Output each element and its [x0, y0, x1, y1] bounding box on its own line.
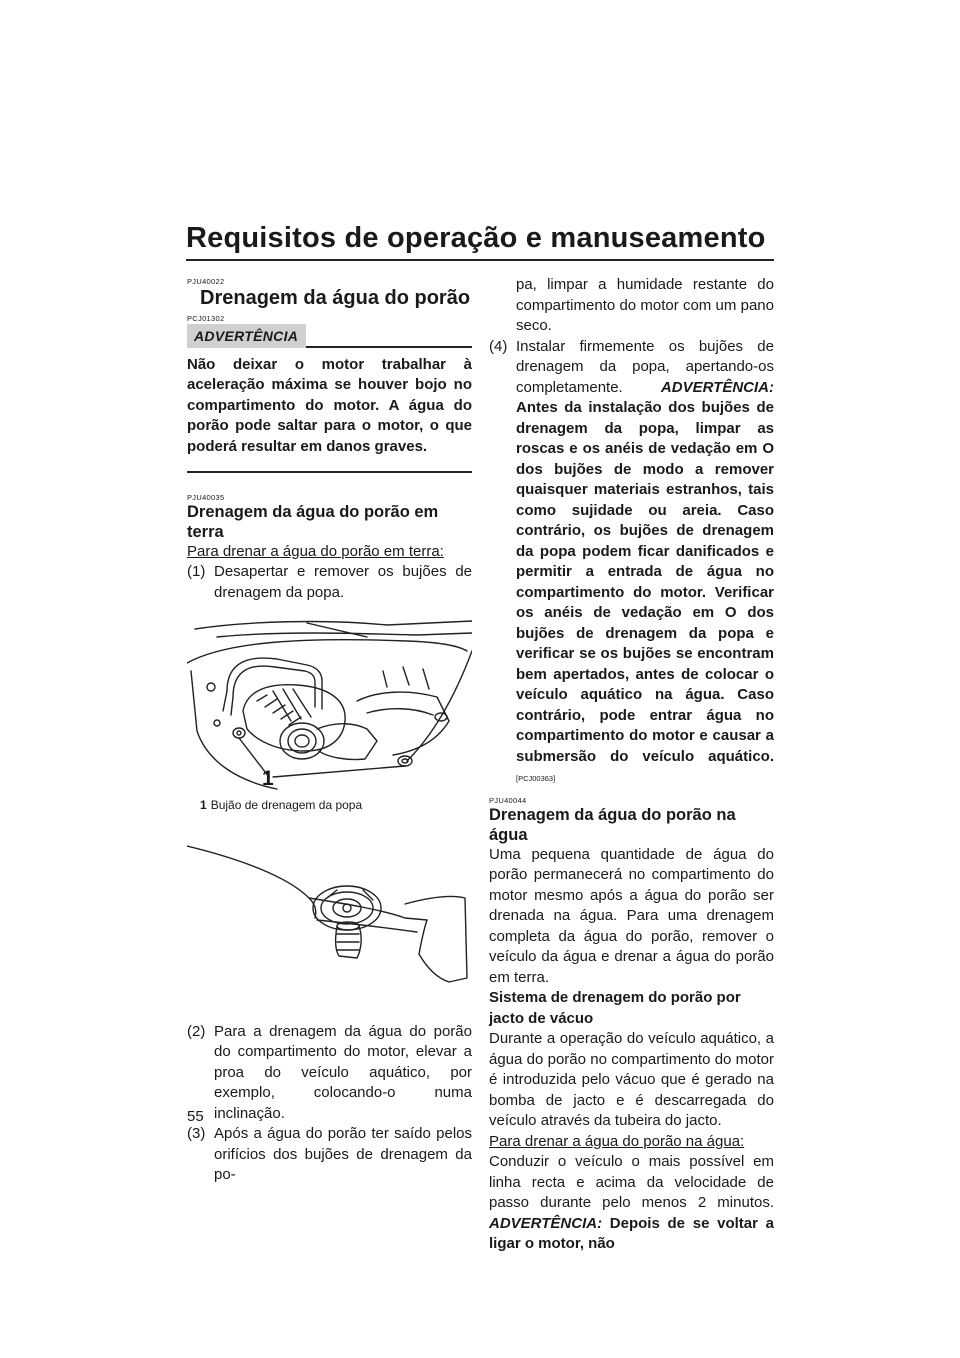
- caption-text: Bujão de drenagem da popa: [210, 798, 363, 812]
- paragraph: Uma pequena quantidade de água do porão permanecerá no compartimento do motor mesmo após a água do porão ser drenada na água. Para uma drenagem completa da água do porão, remover o veículo da água e drenar a água do porão em terra.: [489, 845, 774, 986]
- step-instruction: Instalar firmemente os bujões de drenagem da popa, apertando-os completamente.: [516, 337, 774, 396]
- section-code: PJU40022: [187, 277, 225, 286]
- header-divider: [186, 259, 774, 261]
- subsection-code: PJU40035: [187, 492, 225, 502]
- subheading: Sistema de drenagem do porão por jacto de vácuo: [489, 989, 741, 1027]
- inline-warning-label: ADVERTÊNCIA:: [660, 378, 774, 396]
- inline-warning-label: ADVERTÊNCIA:: [489, 1214, 603, 1232]
- caption-number: 1: [200, 798, 207, 812]
- list-item-continued: [489, 275, 774, 337]
- callout-number: 1: [262, 767, 274, 790]
- subsection-title: Drenagem da água do porão em terra: [187, 502, 439, 541]
- step-number: (3): [187, 1125, 206, 1142]
- page-header-title: Requisitos de operação e manuseamento: [186, 222, 766, 254]
- warning-text: Não deixar o motor trabalhar à aceleração máxima se houver bojo no compartimento do motor. A água do porão pode saltar para o motor, o que poderá resultar em danos graves.: [187, 355, 472, 455]
- warning-header: [187, 324, 472, 348]
- subsection-title: Drenagem da água do porão na água: [489, 805, 736, 844]
- section-title: Drenagem da água do porão: [200, 287, 471, 309]
- paragraph: Durante a operação do veículo aquático, a água do porão no compartimento do motor é introduzida pelo vácuo que é gerado na bomba de jacto e é descarregada do veículo através da tubeira do jacto.: [489, 1030, 774, 1129]
- procedure-intro: Para drenar a água do porão em terra:: [187, 542, 444, 560]
- step-number: (2): [187, 1022, 206, 1040]
- step-text: Desapertar e remover os bujões de drenagem da popa.: [214, 563, 472, 601]
- figure-caption: [200, 795, 472, 816]
- step-text: Após a água do porão ter saído pelos orifícios dos bujões de drenagem da po-: [214, 1125, 472, 1183]
- list-item: [187, 1022, 472, 1125]
- paragraph-text: Conduzir o veículo o mais possível em linha recta e acima da velocidade de passo durante pelo menos 2 minutos.: [489, 1153, 774, 1211]
- list-item: [489, 337, 774, 790]
- page-number: 55: [187, 1108, 204, 1125]
- step-text: pa, limpar a humidade restante do compartimento do motor com um pano seco.: [516, 276, 774, 334]
- inline-warning-code: [PCJ00363]: [516, 774, 556, 783]
- warning-header-rule: [306, 346, 472, 348]
- right-column: [489, 277, 774, 1255]
- left-column: [187, 277, 472, 1186]
- subsection-code: PJU40044: [489, 795, 527, 805]
- procedure-intro: Para drenar a água do porão na água:: [489, 1132, 745, 1150]
- engine-compartment-illustration: [187, 611, 472, 795]
- drain-plug-drawing: [187, 828, 472, 1006]
- step-text: Para a drenagem da água do porão do compartimento do motor, elevar a proa do veículo aquático, por exemplo, colocando-o numa inclinação.: [214, 1022, 472, 1122]
- paragraph: [489, 1152, 774, 1255]
- warning-code: PCJ01302: [187, 314, 225, 323]
- step-number: (1): [187, 563, 206, 580]
- step-indent: [489, 275, 516, 337]
- inline-warning-text: Antes da instalação dos bujões de drenagem da popa, limpar as roscas e os anéis de vedação em O dos bujões de modo a remover quaisquer materiais estranhos, tais como sujidade ou areia. Caso contrário, os bujões de drenagem da popa podem ficar danificados e permitir a entrada de água no compartimento do motor. Verificar os anéis de vedação em O dos bujões de drenagem da popa e verificar se os bujões se encontram bem apertados, antes de colocar o veículo aquático na água. Caso contrário, pode entrar água no compartimento do motor e causar a submersão do veículo aquático.: [516, 399, 774, 765]
- step-number: (4): [489, 337, 508, 355]
- inline-warning-text: Depois de se voltar a ligar o motor, não: [489, 1214, 775, 1252]
- warning-divider: [187, 471, 472, 473]
- step-text: [516, 337, 774, 790]
- list-item: [187, 1124, 472, 1186]
- warning-label: ADVERTÊNCIA: [187, 324, 306, 348]
- engine-drawing: [187, 611, 472, 795]
- list-item: [187, 562, 472, 603]
- drain-plug-illustration: [187, 828, 472, 1006]
